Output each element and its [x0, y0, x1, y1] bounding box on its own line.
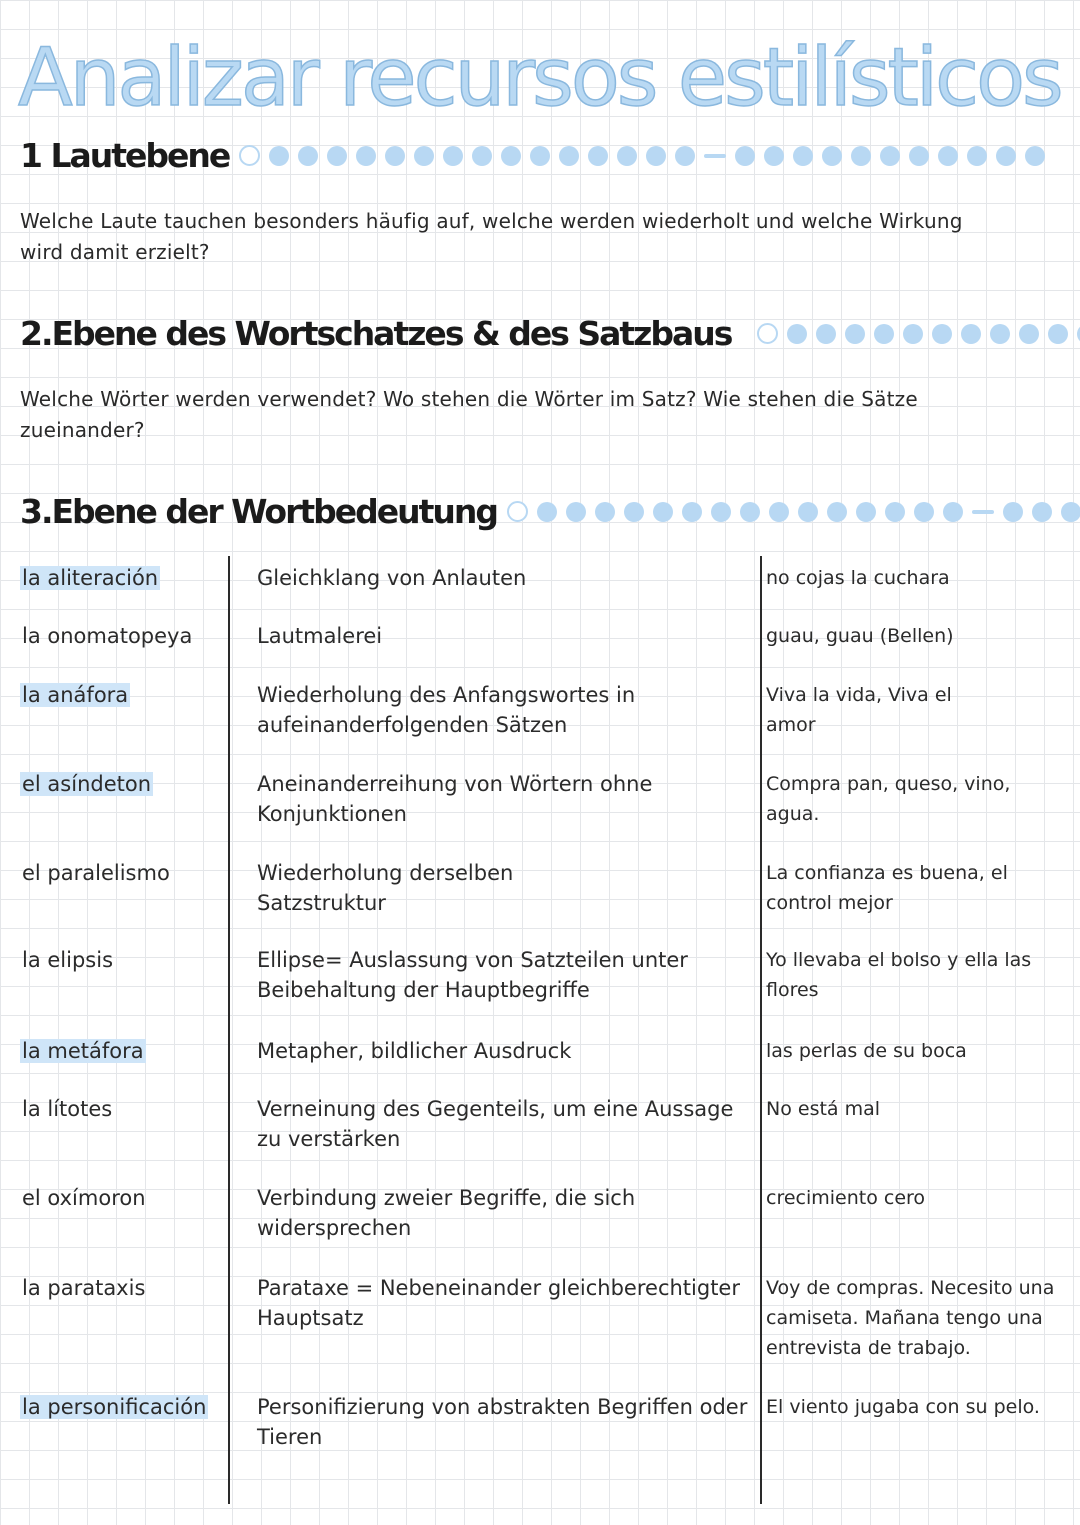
term-cell [20, 1183, 148, 1213]
section-2-heading [20, 314, 1080, 353]
example-cell: Compra pan, queso, vino, agua. [766, 773, 1011, 825]
term-cell [20, 1392, 208, 1422]
definition-cell: Gleichklang von Anlauten [257, 566, 527, 590]
definition-cell: Wiederholung derselben Satzstruktur [257, 861, 514, 915]
term-label: la onomatopeya [22, 624, 193, 648]
section-2-question: Welche Wörter werden verwendet? Wo stehen die Wörter im Satz? Wie stehen die Sätze zueinander? [20, 387, 918, 442]
example-cell: no cojas la cuchara [766, 567, 950, 589]
example-cell: Viva la vida, Viva el amor [766, 684, 952, 736]
definition-cell: Ellipse= Auslassung von Satzteilen unter Beibehaltung der Hauptbegriffe [257, 948, 688, 1002]
term-cell [20, 563, 160, 593]
section-3-dot-divider [507, 501, 1080, 522]
term-cell [20, 1036, 146, 1066]
definition-cell: Wiederholung des Anfangswortes in aufeinanderfolgenden Sätzen [257, 683, 636, 737]
example-cell: las perlas de su boca [766, 1040, 967, 1062]
definition-cell: Personifizierung von abstrakten Begriffen oder Tieren [257, 1395, 748, 1449]
term-label: la metáfora [22, 1039, 144, 1063]
example-cell: Voy de compras. Necesito una camiseta. Mañana tengo una entrevista de trabajo. [766, 1277, 1055, 1359]
section-1-heading [20, 136, 1054, 175]
definition-cell: Verbindung zweier Begriffe, die sich widersprechen [257, 1186, 636, 1240]
page-title: Analizar recursos estilísticos [18, 31, 1061, 124]
table-divider-right [760, 556, 762, 1504]
term-label: la elipsis [22, 948, 114, 972]
term-cell [20, 769, 153, 799]
term-label: el paralelismo [22, 861, 170, 885]
term-label: la anáfora [22, 683, 129, 707]
term-cell [20, 945, 115, 975]
definition-cell: Lautmalerei [257, 624, 383, 648]
section-3-heading [20, 492, 1080, 531]
definition-cell: Verneinung des Gegenteils, um eine Aussage zu verstärken [257, 1097, 734, 1151]
term-label: la aliteración [22, 566, 159, 590]
table-divider-left [228, 556, 230, 1504]
example-cell: El viento jugaba con su pelo. [766, 1396, 1040, 1418]
term-label: el asíndeton [22, 772, 152, 796]
example-cell: No está mal [766, 1098, 881, 1120]
term-label: la lítotes [22, 1097, 113, 1121]
definition-cell: Aneinanderreihung von Wörtern ohne Konjunktionen [257, 772, 653, 826]
term-cell [20, 680, 130, 710]
example-cell: guau, guau (Bellen) [766, 625, 954, 647]
example-cell: crecimiento cero [766, 1187, 926, 1209]
term-label: la personificación [22, 1395, 207, 1419]
term-cell [20, 858, 172, 888]
example-cell: La confianza es buena, el control mejor [766, 862, 1008, 914]
example-cell: Yo llevaba el bolso y ella las flores [766, 949, 1032, 1001]
section-1-dot-divider [239, 145, 1054, 166]
term-label: el oxímoron [22, 1186, 146, 1210]
term-cell [20, 1273, 147, 1303]
definition-cell: Parataxe = Nebeneinander gleichberechtigter Hauptsatz [257, 1276, 740, 1330]
section-1-label: 1 Lautebene [20, 136, 230, 175]
section-2-dot-divider [757, 323, 1080, 344]
term-cell [20, 1094, 114, 1124]
section-2-label: 2.Ebene des Wortschatzes & des Satzbaus [20, 314, 732, 353]
definition-cell: Metapher, bildlicher Ausdruck [257, 1039, 572, 1063]
term-label: la parataxis [22, 1276, 146, 1300]
section-3-label: 3.Ebene der Wortbedeutung [20, 492, 498, 531]
term-cell [20, 621, 194, 651]
section-1-question: Welche Laute tauchen besonders häufig auf, welche werden wiederholt und welche Wirkung wird damit erzielt? [20, 209, 963, 264]
